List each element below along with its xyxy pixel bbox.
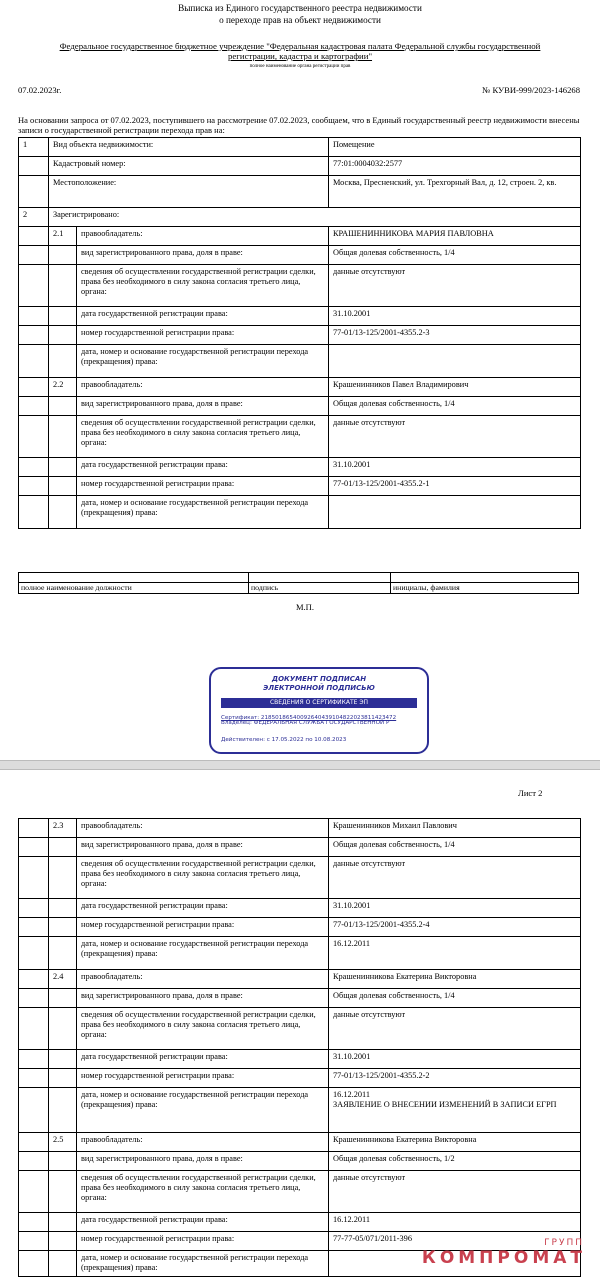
table-row [19,857,581,899]
holder-value: Крашенинникова Екатерина Викторовна [329,1133,581,1152]
holder-value: КРАШЕНИННИКОВА МАРИЯ ПАВЛОВНА [329,227,581,246]
table-row [19,378,581,397]
registration-date-value: 31.10.2001 [329,458,581,477]
table-row [19,1171,581,1213]
stamp-validity: Действителен: с 17.05.2022 по 10.08.2023 [221,737,347,743]
table-row [19,1050,581,1069]
table-row [19,1088,581,1133]
holder-value: Крашенинникова Екатерина Викторовна [329,970,581,989]
watermark-logo [421,1238,594,1284]
document-title [0,3,600,26]
deal-info-value: данные отсутствуют [329,1171,581,1213]
holder-label: правообладатель: [77,819,329,838]
right-type-label: вид зарегистрированного права, доля в праве: [77,1152,329,1171]
stamp-owner: Владелец: ФЕДЕРАЛЬНАЯ СЛУЖБА ГОСУДАРСТВЕННОЙ Р [221,720,390,726]
holder-label: правообладатель: [77,227,329,246]
transfer-basis-value [329,496,581,529]
table-row [19,477,581,496]
table-row [19,208,581,227]
deal-info-label: сведения об осуществлении государственной регистрации сделки, права без необходимого в силу закона согласия третьего лица, органа: [77,857,329,899]
deal-info-value: данные отсутствуют [329,416,581,458]
holder-label: правообладатель: [77,1133,329,1152]
registration-number-label: номер государственной регистрации права: [77,326,329,345]
transfer-basis-label: дата, номер и основание государственной регистрации перехода (прекращения) права: [77,937,329,970]
holder-value: Крашенинников Михаил Павлович [329,819,581,838]
registration-date-value: 31.10.2001 [329,307,581,326]
table-row [19,1152,581,1171]
table-row [19,1008,581,1050]
name-label: инициалы, фамилия [391,583,579,594]
intro-text: На основании запроса от 07.02.2023, поступившего на рассмотрение 07.02.2023, сообщаем, что в Единый государственный реестр недвижимости внесены записи о государственной регистрации перехода прав на: [18,115,580,136]
table-row [19,496,581,529]
deal-info-value: данные отсутствуют [329,857,581,899]
registration-date-label: дата государственной регистрации права: [77,1050,329,1069]
seal-placeholder: М.П. [296,602,314,612]
right-type-value: Общая долевая собственность, 1/4 [329,989,581,1008]
transfer-basis-value: 16.12.2011 [329,937,581,970]
position-label: полное наименование должности [19,583,249,594]
table-row [19,1133,581,1152]
table-row [19,970,581,989]
entry-number: 2.3 [49,819,77,838]
signature-table [18,572,579,594]
agency-name [18,41,582,61]
watermark-line-1: ГРУПП [544,1238,584,1248]
transfer-basis-label: дата, номер и основание государственной регистрации перехода (прекращения) права: [77,496,329,529]
table-row [19,1213,581,1232]
registered-label: Зарегистрировано: [49,208,581,227]
agency-line-1: Федеральное государственное бюджетное учреждение "Федеральная кадастровая палата Федеральной службы государственной [59,41,541,51]
right-type-label: вид зарегистрированного права, доля в праве: [77,989,329,1008]
table-row [19,246,581,265]
sheet-number: Лист 2 [518,788,543,798]
deal-info-value: данные отсутствуют [329,265,581,307]
registry-table-page-2 [18,818,581,1277]
registration-number-value: 77-77-05/071/2011-396 [329,1232,581,1251]
stamp-line-2: ЭЛЕКТРОННОЙ ПОДПИСЬЮ [263,684,375,692]
registration-date-value: 31.10.2001 [329,899,581,918]
object-type-label: Вид объекта недвижимости: [49,138,329,157]
deal-info-label: сведения об осуществлении государственной регистрации сделки, права без необходимого в силу закона согласия третьего лица, органа: [77,416,329,458]
transfer-basis-value: 16.12.2011 ЗАЯВЛЕНИЕ О ВНЕСЕНИИ ИЗМЕНЕНИЙ В ЗАПИСИ ЕГРП [329,1088,581,1133]
deal-info-label: сведения об осуществлении государственной регистрации сделки, права без необходимого в силу закона согласия третьего лица, органа: [77,265,329,307]
deal-info-label: сведения об осуществлении государственной регистрации сделки, права без необходимого в силу закона согласия третьего лица, органа: [77,1171,329,1213]
entry-number: 2.4 [49,970,77,989]
table-row [19,307,581,326]
registration-number-value: 77-01/13-125/2001-4355.2-3 [329,326,581,345]
transfer-basis-label: дата, номер и основание государственной регистрации перехода (прекращения) права: [77,1088,329,1133]
object-type-value: Помещение [329,138,581,157]
electronic-signature-stamp [209,667,429,754]
registration-date-value: 16.12.2011 [329,1213,581,1232]
stamp-certificate-bar: СВЕДЕНИЯ О СЕРТИФИКАТЕ ЭП [221,698,417,708]
signature-label: подпись [249,583,391,594]
title-line-2: о переходе прав на объект недвижимости [219,14,381,25]
table-row [19,397,581,416]
table-row [19,416,581,458]
page-separator [0,760,600,770]
table-row [19,1069,581,1088]
table-row [19,989,581,1008]
right-type-label: вид зарегистрированного права, доля в праве: [77,838,329,857]
deal-info-label: сведения об осуществлении государственной регистрации сделки, права без необходимого в силу закона согласия третьего лица, органа: [77,1008,329,1050]
document-date: 07.02.2023г. [18,85,62,95]
table-row [19,138,581,157]
agency-note: полное наименование органа регистрации прав [249,64,351,69]
registration-number-value: 77-01/13-125/2001-4355.2-2 [329,1069,581,1088]
registration-number-value: 77-01/13-125/2001-4355.2-4 [329,918,581,937]
registration-date-label: дата государственной регистрации права: [77,1213,329,1232]
table-row [19,937,581,970]
entry-number: 2.1 [49,227,77,246]
watermark-line-2: КОМПРОМАТ [421,1248,586,1268]
transfer-basis-value [329,345,581,378]
registration-date-label: дата государственной регистрации права: [77,458,329,477]
table-row [19,918,581,937]
cadastral-number-value: 77:01:0004032:2577 [329,157,581,176]
right-type-value: Общая долевая собственность, 1/2 [329,1152,581,1171]
table-row [19,458,581,477]
entry-number: 2.5 [49,1133,77,1152]
transfer-basis-label: дата, номер и основание государственной регистрации перехода (прекращения) права: [77,1251,329,1277]
table-row [19,227,581,246]
table-row [19,157,581,176]
registration-date-value: 31.10.2001 [329,1050,581,1069]
right-type-label: вид зарегистрированного права, доля в праве: [77,246,329,265]
table-row [19,176,581,208]
document-number: № КУВИ-999/2023-146268 [482,85,580,95]
stamp-certificate: Сертификат: 21850186540092640439104822023811423472 [221,715,397,721]
right-type-label: вид зарегистрированного права, доля в праве: [77,397,329,416]
table-row [19,819,581,838]
holder-label: правообладатель: [77,970,329,989]
registration-number-value: 77-01/13-125/2001-4355.2-1 [329,477,581,496]
table-row [19,326,581,345]
deal-info-value: данные отсутствуют [329,1008,581,1050]
location-label: Местоположение: [49,176,329,208]
right-type-value: Общая долевая собственность, 1/4 [329,838,581,857]
location-value: Москва, Пресненский, ул. Трехгорный Вал, д. 12, строен. 2, кв. [329,176,581,208]
stamp-line-1: ДОКУМЕНТ ПОДПИСАН [271,675,367,683]
agency-line-2: регистрации, кадастра и картографии" [227,51,373,62]
holder-value: Крашенинников Павел Владимирович [329,378,581,397]
table-row [19,838,581,857]
registration-date-label: дата государственной регистрации права: [77,307,329,326]
table-row [19,345,581,378]
table-row [19,899,581,918]
cadastral-number-label: Кадастровый номер: [49,157,329,176]
holder-label: правообладатель: [77,378,329,397]
registry-table-page-1 [18,137,581,529]
registration-number-label: номер государственной регистрации права: [77,1232,329,1251]
registration-number-label: номер государственной регистрации права: [77,477,329,496]
section-number: 1 [19,138,49,157]
registration-date-label: дата государственной регистрации права: [77,899,329,918]
title-line-1: Выписка из Единого государственного реестра недвижимости [178,3,422,13]
right-type-value: Общая долевая собственность, 1/4 [329,246,581,265]
registration-number-label: номер государственной регистрации права: [77,1069,329,1088]
section-number: 2 [19,208,49,227]
table-row [19,265,581,307]
transfer-basis-label: дата, номер и основание государственной регистрации перехода (прекращения) права: [77,345,329,378]
entry-number: 2.2 [49,378,77,397]
registration-number-label: номер государственной регистрации права: [77,918,329,937]
right-type-value: Общая долевая собственность, 1/4 [329,397,581,416]
